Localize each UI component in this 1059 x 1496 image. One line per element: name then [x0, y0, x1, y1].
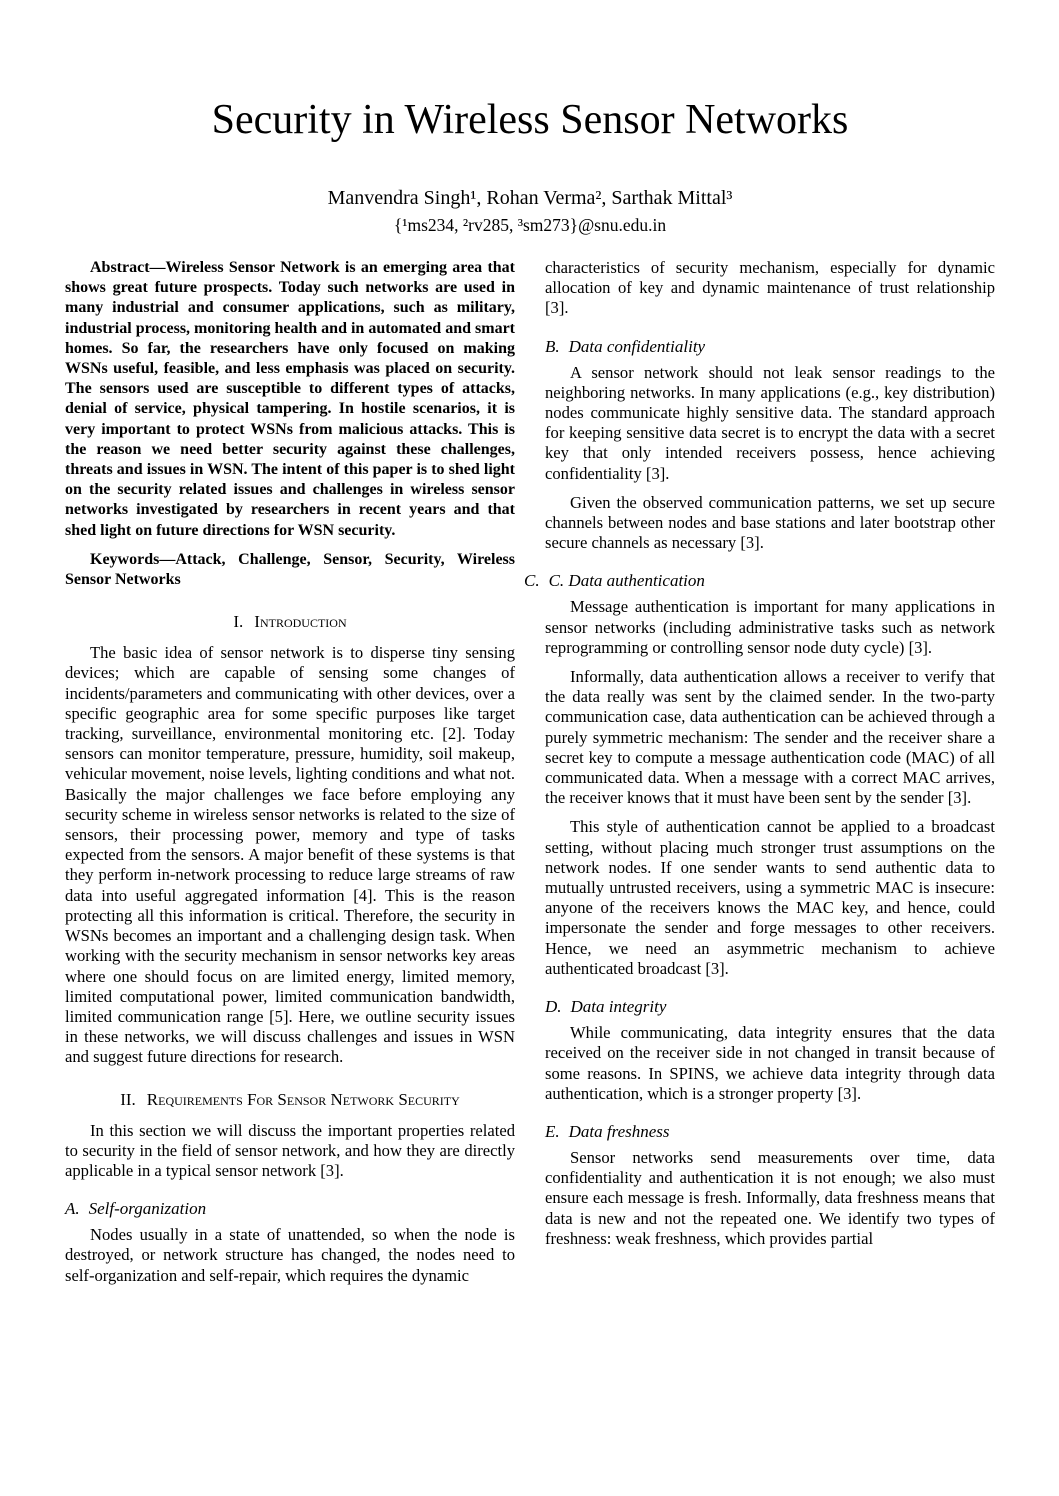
- requirements-intro-paragraph: In this section we will discuss the important properties related to security in the field of sensor network, and how they are directly applicable in a typical sensor network [3].: [65, 1120, 515, 1180]
- subsection-title: Data freshness: [568, 1121, 670, 1141]
- self-organization-paragraph: Nodes usually in a state of unattended, so when the node is destroyed, or network structure has changed, the nodes need to self-organization and self-repair, which requires the dynamic: [65, 1225, 515, 1285]
- paper-title: Security in Wireless Sensor Networks: [211, 97, 849, 143]
- self-organization-continued-paragraph: characteristics of security mechanism, especially for dynamic allocation of key and dynamic maintenance of trust relationship [3].: [545, 258, 995, 318]
- subsection-heading-data-integrity: [545, 996, 995, 1017]
- section-number: I.: [233, 612, 244, 632]
- data-authentication-paragraph-2: Informally, data authentication allows a receiver to verify that the data really was sent by the claimed sender. In the two-party communication case, data authentication can be achieved through a purely symmetric mechanism: The sender and the receiver share a secret key to compute a message authentication code (MAC) of all communicated data. When a message with a correct MAC arrives, the receiver knows that it must have been sent by the sender [3].: [545, 667, 995, 808]
- left-column: [65, 258, 515, 1286]
- abstract-paragraph: Abstract—Wireless Sensor Network is an emerging area that shows great future prospects. Today such networks are used in many industrial and consumer applications, such as military, industrial process, monitoring health and in automated and smart homes. So far, the researchers have only focused on making WSNs useful, feasible, and less emphasis was placed on security. The sensors used are susceptible to different types of attacks, denial of service, physical tampering. In hostile scenarios, it is very important to protect WSNs from malicious attacks. This is the reason we need better security against these challenges, threats and issues in WSN. The intent of this paper is to shed light on the security related issues and challenges in wireless sensor networks investigated by researchers in recent years and that shed light on future directions for WSN security.: [65, 259, 515, 539]
- authors-line: Manvendra Singh¹, Rohan Verma², Sarthak Mittal³: [327, 187, 733, 209]
- data-authentication-paragraph-1: Message authentication is important for many applications in sensor networks (including administrative tasks such as network reprogramming or controlling sensor node duty cycle) [3].: [545, 597, 995, 657]
- data-confidentiality-paragraph-1: A sensor network should not leak sensor readings to the neighboring networks. In many applications (e.g., key distribution) nodes communicate highly sensitive data. The standard approach for keeping sensitive data secret is to encrypt the data with a secret key that only intended receivers possess, hence achieving confidentiality [3].: [545, 362, 995, 483]
- data-freshness-paragraph: Sensor networks send measurements over time, data confidentiality and authentication it is not enough; we also must ensure each message is fresh. Informally, data freshness means that data is new and not the repeated one. We identify two types of freshness: weak freshness, which provides partial: [545, 1147, 995, 1248]
- section-title: Introduction: [254, 612, 347, 632]
- section-heading-introduction: [65, 611, 515, 632]
- data-integrity-paragraph: While communicating, data integrity ensures that the data received on the receiver side in not changed in transit because of some reasons. In SPINS, we achieve data integrity through data authentication, which is a stronger property [3].: [545, 1023, 995, 1103]
- subsection-heading-data-confidentiality: [545, 336, 995, 357]
- keywords-paragraph: Keywords—Attack, Challenge, Sensor, Security, Wireless Sensor Networks: [65, 550, 515, 589]
- subsection-label: A.: [65, 1199, 80, 1219]
- subsection-label: E.: [545, 1121, 560, 1141]
- subsection-label: C.: [524, 571, 540, 591]
- subsection-label: B.: [545, 336, 560, 356]
- subsection-heading-self-organization: [65, 1198, 515, 1219]
- section-title: Requirements For Sensor Network Security: [146, 1089, 460, 1109]
- data-authentication-paragraph-3: This style of authentication cannot be applied to a broadcast setting, without placing much stronger trust assumptions on the network nodes. If one sender wants to send authentic data to mutually untrusted receivers, using a symmetric MAC is insecure: anyone of the receivers knows the MAC key, and hence, could impersonate the sender and forge messages to other receivers. Hence, we need an asymmetric mechanism to achieve authenticated broadcast [3].: [545, 817, 995, 978]
- two-column-body: [65, 258, 995, 1286]
- subsection-title: Data integrity: [570, 997, 667, 1017]
- subsection-heading-data-freshness: [545, 1121, 995, 1142]
- section-heading-requirements: [65, 1089, 515, 1110]
- introduction-paragraph: The basic idea of sensor network is to disperse tiny sensing devices; which are capable of sensing some changes of incidents/parameters and communicating with other devices, over a specific geographic area for some specific purposes like target tracking, surveillance, environmental monitoring etc. [2]. Today sensors can monitor temperature, pressure, humidity, soil makeup, vehicular movement, noise levels, lighting conditions and what not. Basically the major challenges we face before employing any security scheme in wireless sensor networks is related to the size of sensors, their processing power, memory and type of tasks expected from the sensors. A major benefit of these systems is that they perform in-network processing to reduce large streams of raw data into useful aggregated information [4]. This is the reason protecting all this information is critical. Therefore, the security in WSNs becomes an important and a challenging design task. When working with the security mechanism in sensor networks key areas where one should focus on are limited energy, limited memory, limited computational power, limited communication bandwidth, limited communication range [5]. Here, we outline security issues in these networks, we will discuss challenges and issues in WSN and suggest future directions for research.: [65, 643, 515, 1067]
- subsection-title: C. Data authentication: [548, 571, 705, 591]
- emails-line: {¹ms234, ²rv285, ³sm273}@snu.edu.in: [393, 215, 667, 235]
- subsection-title: Data confidentiality: [568, 336, 706, 356]
- subsection-heading-data-authentication: [524, 570, 995, 591]
- data-confidentiality-paragraph-2: Given the observed communication patterns, we set up secure channels between nodes and base stations and later bootstrap other secure channels as necessary [3].: [545, 492, 995, 553]
- section-number: II.: [120, 1089, 136, 1109]
- subsection-title: Self-organization: [88, 1199, 207, 1219]
- right-column: [524, 258, 995, 1286]
- subsection-label: D.: [545, 997, 562, 1017]
